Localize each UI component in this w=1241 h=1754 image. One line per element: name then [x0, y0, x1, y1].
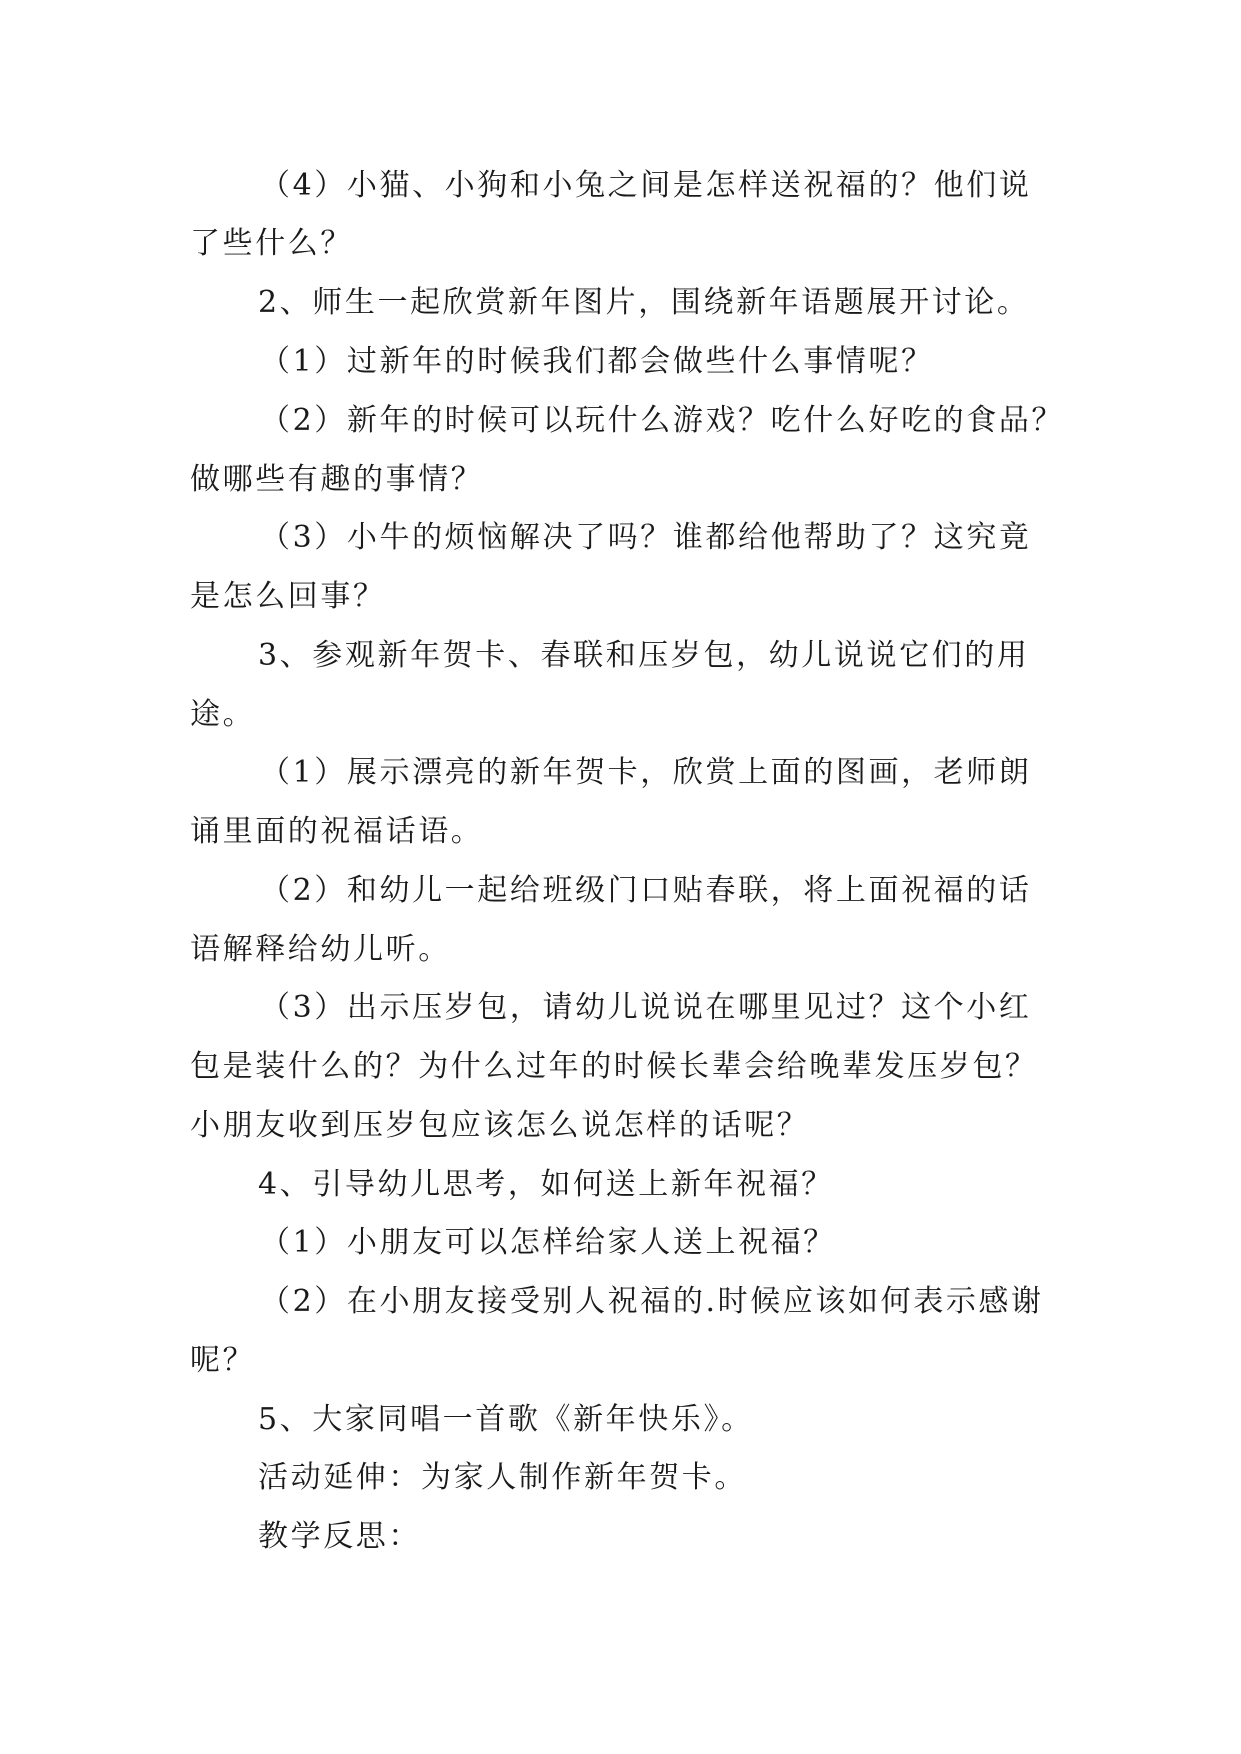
text-line: （3）出示压岁包，请幼儿说说在哪里见过？这个小红 — [260, 990, 1032, 1025]
text-line: 3、参观新年贺卡、春联和压岁包，幼儿说说它们的用 — [258, 638, 1030, 673]
text-line: （2）在小朋友接受别人祝福的.时候应该如何表示感谢 — [260, 1284, 1044, 1319]
text-line: 活动延伸：为家人制作新年贺卡。 — [258, 1460, 747, 1495]
text-line: 4、引导幼儿思考，如何送上新年祝福？ — [258, 1167, 834, 1202]
text-line: （1）小朋友可以怎样给家人送上祝福？ — [260, 1225, 836, 1260]
text-line: 是怎么回事？ — [190, 579, 386, 614]
text-line: 5、大家同唱一首歌《新年快乐》。 — [258, 1402, 754, 1437]
text-line: 途。 — [190, 697, 256, 732]
text-line: 包是装什么的？为什么过年的时候长辈会给晚辈发压岁包？ — [190, 1049, 1038, 1084]
text-line: 诵里面的祝福话语。 — [190, 814, 484, 849]
text-line: （2）和幼儿一起给班级门口贴春联，将上面祝福的话 — [260, 873, 1032, 908]
text-line: 小朋友收到压岁包应该怎么说怎样的话呢？ — [190, 1108, 810, 1143]
text-line: （4）小猫、小狗和小兔之间是怎样送祝福的？他们说 — [260, 168, 1032, 203]
text-line: （1）过新年的时候我们都会做些什么事情呢？ — [260, 344, 934, 379]
text-line: （1）展示漂亮的新年贺卡，欣赏上面的图画，老师朗 — [260, 755, 1032, 790]
text-line: 语解释给幼儿听。 — [190, 932, 451, 967]
text-line: 做哪些有趣的事情？ — [190, 462, 484, 497]
text-line: （2）新年的时候可以玩什么游戏？吃什么好吃的食品？ — [260, 403, 1065, 438]
text-line: 了些什么？ — [190, 226, 353, 261]
text-line: 2、师生一起欣赏新年图片，围绕新年语题展开讨论。 — [258, 285, 1030, 320]
text-line: （3）小牛的烦恼解决了吗？谁都给他帮助了？这究竟 — [260, 520, 1032, 555]
text-line: 呢？ — [190, 1343, 256, 1378]
text-line: 教学反思： — [258, 1519, 421, 1554]
